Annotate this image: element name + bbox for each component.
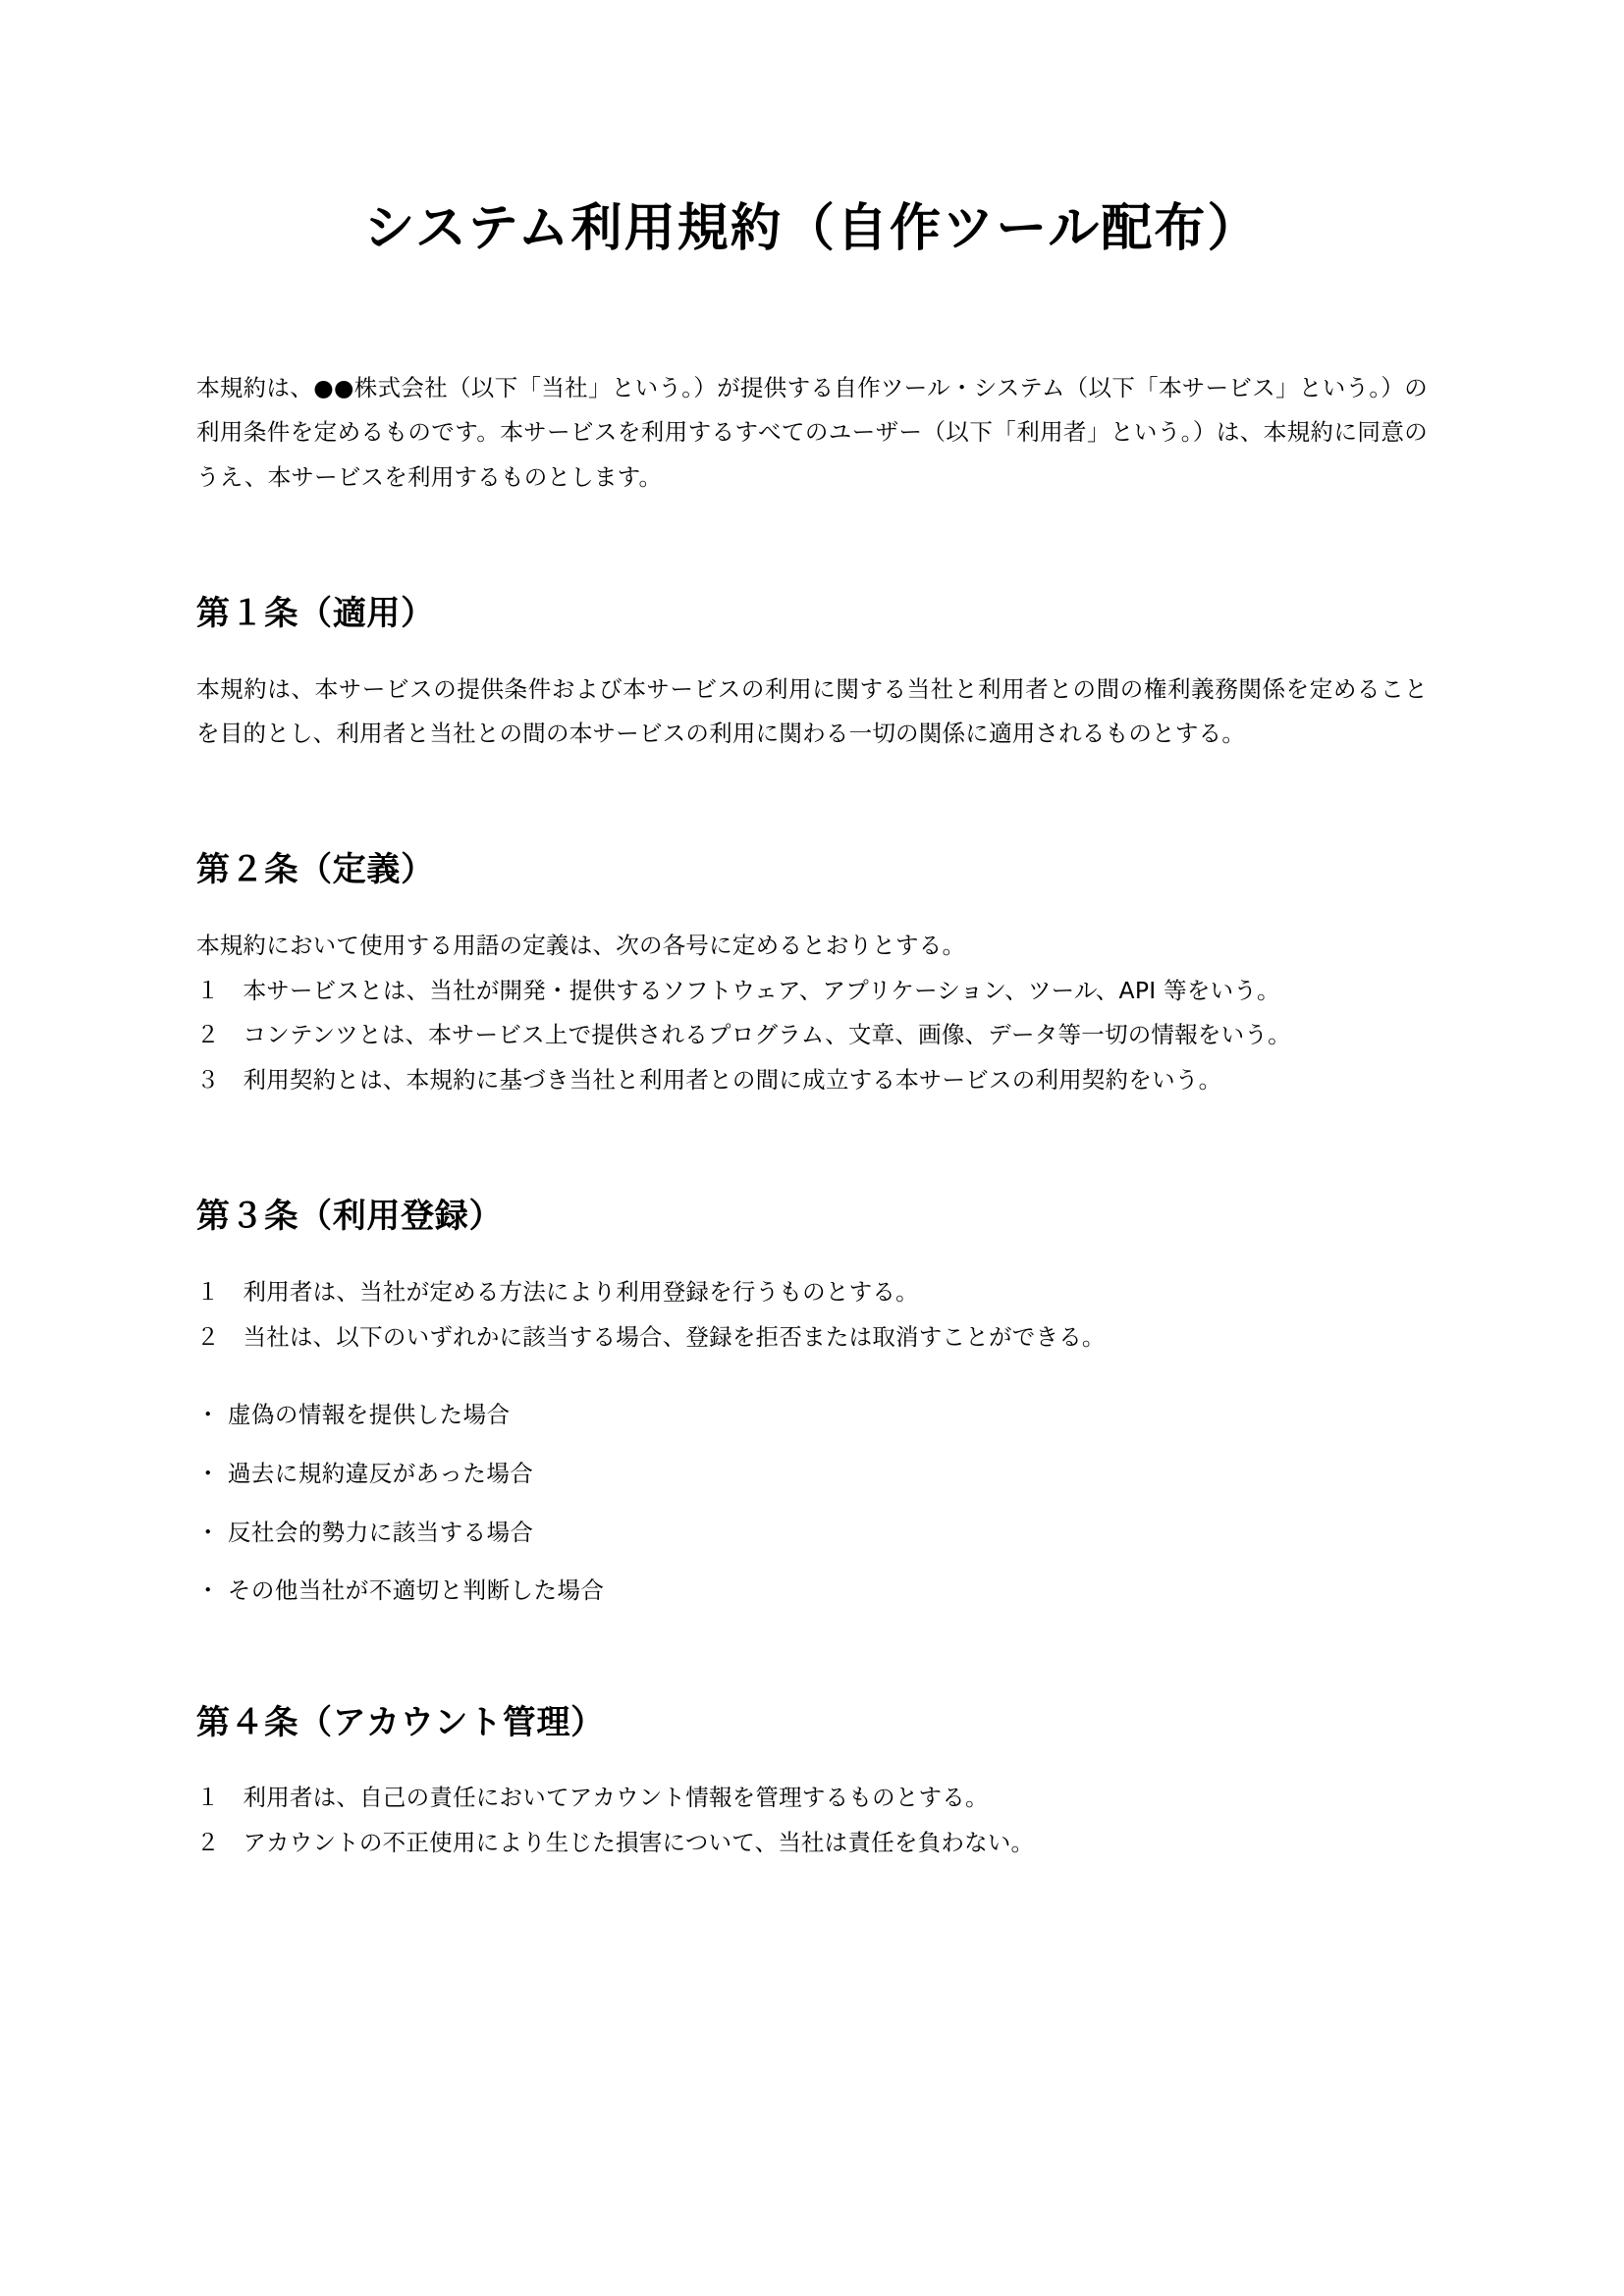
article-heading-3: 第３条（利用登録） xyxy=(196,1197,504,1237)
document-intro-paragraph: 本規約は、●●株式会社（以下「当社」という。）が提供する自作ツール・システム（以下「本サービス」という。）の利用条件を定めるものです。本サービスを利用するすべてのユーザー（以下「利用者」という。）は、本規約に同意のうえ、本サービスを利用するものとします。 xyxy=(196,373,1428,492)
list-item: ２ 当社は、以下のいずれかに該当する場合、登録を拒否または取消すことができる。 xyxy=(196,1322,1106,1351)
list-item: ３ 利用契約とは、本規約に基づき当社と利用者との間に成立する本サービスの利用契約をいう。 xyxy=(196,1066,1222,1095)
article-body-2 xyxy=(196,924,1428,1103)
page-title: システム利用規約（自作ツール配布） xyxy=(363,199,1261,258)
article-heading-4: 第４条（アカウント管理） xyxy=(196,1702,605,1742)
article-body-4 xyxy=(196,1776,1428,1866)
numbered-clause-list xyxy=(196,1270,1428,1361)
list-item: ・ 過去に規約違反があった場合 xyxy=(196,1459,534,1487)
bullet-list xyxy=(196,1397,1428,1609)
article-section-2 xyxy=(196,847,1428,1103)
list-item: ２ コンテンツとは、本サービス上で提供されるプログラム、文章、画像、データ等一切の情報をいう。 xyxy=(196,1021,1291,1049)
list-item: ・ 虚偽の情報を提供した場合 xyxy=(196,1401,511,1429)
list-item: ・ その他当社が不適切と判断した場合 xyxy=(196,1576,605,1605)
list-item: １ 利用者は、自己の責任においてアカウント情報を管理するものとする。 xyxy=(196,1784,989,1812)
list-item: ・ 反社会的勢力に該当する場合 xyxy=(196,1518,534,1546)
article-paragraph: 本規約は、本サービスの提供条件および本サービスの利用に関する当社と利用者との間の権利義務関係を定めることを目的とし、利用者と当社との間の本サービスの利用に関わる一切の関係に適用されるものとする。 xyxy=(196,674,1428,748)
article-body-3 xyxy=(196,1270,1428,1610)
list-item: １ 本サービスとは、当社が開発・提供するソフトウェア、アプリケーション、ツール、API 等をいう。 xyxy=(196,976,1280,1004)
article-section-4 xyxy=(196,1700,1428,1866)
numbered-clause-list xyxy=(196,1776,1428,1866)
article-section-1 xyxy=(196,591,1428,757)
article-section-3 xyxy=(196,1194,1428,1610)
list-item: ２ アカウントの不正使用により生じた損害について、当社は責任を負わない。 xyxy=(196,1829,1035,1857)
article-heading-2: 第２条（定義） xyxy=(196,850,435,890)
article-heading-1: 第１条（適用） xyxy=(196,594,435,634)
article-body-1 xyxy=(196,667,1428,758)
list-item: １ 利用者は、当社が定める方法により利用登録を行うものとする。 xyxy=(196,1277,919,1306)
numbered-clause-list xyxy=(196,969,1428,1103)
article-paragraph: 本規約において使用する用語の定義は、次の各号に定めるとおりとする。 xyxy=(196,931,966,959)
